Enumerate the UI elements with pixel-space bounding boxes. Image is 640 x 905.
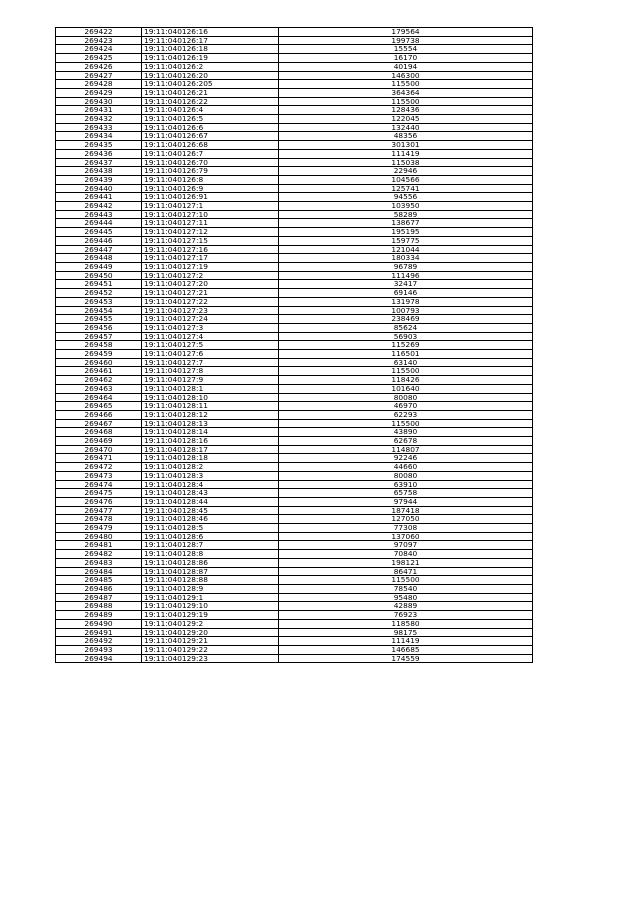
value-cell: 46970: [279, 402, 533, 411]
row-id-cell: 269481: [56, 541, 142, 550]
value-cell: 69146: [279, 289, 533, 298]
table-row: [56, 62, 533, 71]
row-id-cell: 269443: [56, 210, 142, 219]
value-cell: 114807: [279, 445, 533, 454]
table-row: [56, 36, 533, 45]
row-id-cell: 269470: [56, 445, 142, 454]
table-row: [56, 323, 533, 332]
row-id-cell: 269478: [56, 515, 142, 524]
row-id-cell: 269485: [56, 576, 142, 585]
value-cell: 128436: [279, 106, 533, 115]
row-id-cell: 269430: [56, 97, 142, 106]
row-id-cell: 269425: [56, 54, 142, 63]
table-row: [56, 271, 533, 280]
value-cell: 56903: [279, 332, 533, 341]
value-cell: 103950: [279, 202, 533, 211]
row-id-cell: 269471: [56, 454, 142, 463]
cadastral-number-cell: 19:11:040127:24: [142, 315, 279, 324]
value-cell: 22946: [279, 167, 533, 176]
row-id-cell: 269426: [56, 62, 142, 71]
value-cell: 63140: [279, 358, 533, 367]
cadastral-number-cell: 19:11:040126:5: [142, 115, 279, 124]
row-id-cell: 269455: [56, 315, 142, 324]
row-id-cell: 269437: [56, 158, 142, 167]
cadastral-number-cell: 19:11:040128:8: [142, 550, 279, 559]
row-id-cell: 269450: [56, 271, 142, 280]
table-row: [56, 576, 533, 585]
row-id-cell: 269424: [56, 45, 142, 54]
cadastral-number-cell: 19:11:040129:21: [142, 637, 279, 646]
row-id-cell: 269444: [56, 219, 142, 228]
row-id-cell: 269453: [56, 297, 142, 306]
table-row: [56, 193, 533, 202]
cadastral-number-cell: 19:11:040129:19: [142, 611, 279, 620]
row-id-cell: 269476: [56, 497, 142, 506]
value-cell: 92246: [279, 454, 533, 463]
cadastral-number-cell: 19:11:040127:16: [142, 245, 279, 254]
row-id-cell: 269431: [56, 106, 142, 115]
table-row: [56, 297, 533, 306]
cadastral-number-cell: 19:11:040128:7: [142, 541, 279, 550]
value-cell: 125741: [279, 184, 533, 193]
value-cell: 118426: [279, 376, 533, 385]
value-cell: 159775: [279, 236, 533, 245]
table-row: [56, 210, 533, 219]
value-cell: 301301: [279, 141, 533, 150]
table-row: [56, 141, 533, 150]
value-cell: 115500: [279, 576, 533, 585]
cadastral-number-cell: 19:11:040126:67: [142, 132, 279, 141]
cadastral-number-cell: 19:11:040126:7: [142, 149, 279, 158]
value-cell: 132440: [279, 123, 533, 132]
row-id-cell: 269446: [56, 236, 142, 245]
cadastral-number-cell: 19:11:040127:5: [142, 341, 279, 350]
table-row: [56, 506, 533, 515]
row-id-cell: 269427: [56, 71, 142, 80]
cadastral-number-cell: 19:11:040128:44: [142, 497, 279, 506]
table-row: [56, 489, 533, 498]
value-cell: 146685: [279, 645, 533, 654]
table-row: [56, 158, 533, 167]
value-cell: 43890: [279, 428, 533, 437]
table-row: [56, 132, 533, 141]
value-cell: 70840: [279, 550, 533, 559]
value-cell: 101640: [279, 384, 533, 393]
value-cell: 174559: [279, 654, 533, 663]
table-row: [56, 167, 533, 176]
row-id-cell: 269448: [56, 254, 142, 263]
value-cell: 94556: [279, 193, 533, 202]
cadastral-number-cell: 19:11:040126:4: [142, 106, 279, 115]
cadastral-number-cell: 19:11:040127:2: [142, 271, 279, 280]
table-row: [56, 219, 533, 228]
table-row: [56, 245, 533, 254]
value-cell: 77308: [279, 524, 533, 533]
value-cell: 97097: [279, 541, 533, 550]
value-cell: 95480: [279, 593, 533, 602]
cadastral-number-cell: 19:11:040129:2: [142, 619, 279, 628]
table-row: [56, 332, 533, 341]
cadastral-number-cell: 19:11:040126:9: [142, 184, 279, 193]
table-row: [56, 541, 533, 550]
value-cell: 199738: [279, 36, 533, 45]
value-cell: 137060: [279, 532, 533, 541]
row-id-cell: 269465: [56, 402, 142, 411]
row-id-cell: 269451: [56, 280, 142, 289]
value-cell: 122045: [279, 115, 533, 124]
value-cell: 44660: [279, 463, 533, 472]
row-id-cell: 269441: [56, 193, 142, 202]
table-row: [56, 358, 533, 367]
row-id-cell: 269491: [56, 628, 142, 637]
row-id-cell: 269487: [56, 593, 142, 602]
value-cell: 118580: [279, 619, 533, 628]
cadastral-number-cell: 19:11:040128:43: [142, 489, 279, 498]
value-cell: 86471: [279, 567, 533, 576]
value-cell: 85624: [279, 323, 533, 332]
table-row: [56, 393, 533, 402]
row-id-cell: 269462: [56, 376, 142, 385]
cadastral-number-cell: 19:11:040128:45: [142, 506, 279, 515]
table-row: [56, 558, 533, 567]
row-id-cell: 269474: [56, 480, 142, 489]
value-cell: 111419: [279, 149, 533, 158]
cadastral-number-cell: 19:11:040127:1: [142, 202, 279, 211]
row-id-cell: 269483: [56, 558, 142, 567]
row-id-cell: 269461: [56, 367, 142, 376]
table-row: [56, 54, 533, 63]
value-cell: 16170: [279, 54, 533, 63]
cadastral-number-cell: 19:11:040129:1: [142, 593, 279, 602]
table-row: [56, 175, 533, 184]
row-id-cell: 269477: [56, 506, 142, 515]
table-row: [56, 115, 533, 124]
cadastral-number-cell: 19:11:040128:10: [142, 393, 279, 402]
cadastral-number-cell: 19:11:040127:17: [142, 254, 279, 263]
value-cell: 97944: [279, 497, 533, 506]
row-id-cell: 269464: [56, 393, 142, 402]
row-id-cell: 269454: [56, 306, 142, 315]
value-cell: 116501: [279, 350, 533, 359]
table-row: [56, 463, 533, 472]
cadastral-number-cell: 19:11:040128:86: [142, 558, 279, 567]
value-cell: 96789: [279, 262, 533, 271]
cadastral-number-cell: 19:11:040127:7: [142, 358, 279, 367]
table-row: [56, 419, 533, 428]
row-id-cell: 269428: [56, 80, 142, 89]
value-cell: 58289: [279, 210, 533, 219]
table-row: [56, 550, 533, 559]
value-cell: 198121: [279, 558, 533, 567]
cadastral-number-cell: 19:11:040126:70: [142, 158, 279, 167]
table-row: [56, 254, 533, 263]
row-id-cell: 269459: [56, 350, 142, 359]
value-cell: 115500: [279, 367, 533, 376]
row-id-cell: 269463: [56, 384, 142, 393]
value-cell: 187418: [279, 506, 533, 515]
row-id-cell: 269436: [56, 149, 142, 158]
data-table: [55, 27, 533, 663]
table-row: [56, 80, 533, 89]
cadastral-number-cell: 19:11:040127:21: [142, 289, 279, 298]
table-row: [56, 524, 533, 533]
row-id-cell: 269467: [56, 419, 142, 428]
cadastral-number-cell: 19:11:040129:10: [142, 602, 279, 611]
table-row: [56, 532, 533, 541]
cadastral-number-cell: 19:11:040128:4: [142, 480, 279, 489]
row-id-cell: 269493: [56, 645, 142, 654]
table-row: [56, 567, 533, 576]
row-id-cell: 269442: [56, 202, 142, 211]
table-row: [56, 228, 533, 237]
row-id-cell: 269460: [56, 358, 142, 367]
table-row: [56, 280, 533, 289]
table-row: [56, 367, 533, 376]
table-row: [56, 593, 533, 602]
table-row: [56, 289, 533, 298]
table-row: [56, 306, 533, 315]
value-cell: 111419: [279, 637, 533, 646]
table-row: [56, 437, 533, 446]
cadastral-number-cell: 19:11:040127:22: [142, 297, 279, 306]
row-id-cell: 269423: [56, 36, 142, 45]
cadastral-number-cell: 19:11:040127:4: [142, 332, 279, 341]
cadastral-number-cell: 19:11:040127:20: [142, 280, 279, 289]
row-id-cell: 269486: [56, 585, 142, 594]
row-id-cell: 269458: [56, 341, 142, 350]
value-cell: 62678: [279, 437, 533, 446]
table-row: [56, 471, 533, 480]
table-row: [56, 445, 533, 454]
table-row: [56, 619, 533, 628]
value-cell: 48356: [279, 132, 533, 141]
cadastral-number-cell: 19:11:040128:13: [142, 419, 279, 428]
cadastral-number-cell: 19:11:040128:87: [142, 567, 279, 576]
value-cell: 121044: [279, 245, 533, 254]
table-row: [56, 88, 533, 97]
row-id-cell: 269445: [56, 228, 142, 237]
value-cell: 115269: [279, 341, 533, 350]
table-row: [56, 202, 533, 211]
cadastral-number-cell: 19:11:040127:11: [142, 219, 279, 228]
table-row: [56, 454, 533, 463]
cadastral-number-cell: 19:11:040127:19: [142, 262, 279, 271]
cadastral-number-cell: 19:11:040127:3: [142, 323, 279, 332]
cadastral-number-cell: 19:11:040128:46: [142, 515, 279, 524]
row-id-cell: 269492: [56, 637, 142, 646]
table-row: [56, 45, 533, 54]
row-id-cell: 269490: [56, 619, 142, 628]
value-cell: 63910: [279, 480, 533, 489]
cadastral-number-cell: 19:11:040127:9: [142, 376, 279, 385]
row-id-cell: 269434: [56, 132, 142, 141]
cadastral-number-cell: 19:11:040126:22: [142, 97, 279, 106]
cadastral-number-cell: 19:11:040126:79: [142, 167, 279, 176]
table-row: [56, 184, 533, 193]
value-cell: 238469: [279, 315, 533, 324]
value-cell: 115500: [279, 419, 533, 428]
cadastral-number-cell: 19:11:040129:23: [142, 654, 279, 663]
row-id-cell: 269480: [56, 532, 142, 541]
value-cell: 138677: [279, 219, 533, 228]
value-cell: 115500: [279, 97, 533, 106]
row-id-cell: 269494: [56, 654, 142, 663]
cadastral-number-cell: 19:11:040129:22: [142, 645, 279, 654]
row-id-cell: 269457: [56, 332, 142, 341]
cadastral-number-cell: 19:11:040126:205: [142, 80, 279, 89]
value-cell: 180334: [279, 254, 533, 263]
table-row: [56, 262, 533, 271]
table-row: [56, 497, 533, 506]
row-id-cell: 269484: [56, 567, 142, 576]
row-id-cell: 269488: [56, 602, 142, 611]
cadastral-number-cell: 19:11:040126:20: [142, 71, 279, 80]
value-cell: 100793: [279, 306, 533, 315]
value-cell: 364364: [279, 88, 533, 97]
table-row: [56, 410, 533, 419]
table-row: [56, 402, 533, 411]
row-id-cell: 269469: [56, 437, 142, 446]
row-id-cell: 269440: [56, 184, 142, 193]
value-cell: 131978: [279, 297, 533, 306]
row-id-cell: 269475: [56, 489, 142, 498]
value-cell: 80080: [279, 393, 533, 402]
value-cell: 98175: [279, 628, 533, 637]
table-row: [56, 71, 533, 80]
row-id-cell: 269456: [56, 323, 142, 332]
cadastral-number-cell: 19:11:040128:18: [142, 454, 279, 463]
table-row: [56, 515, 533, 524]
value-cell: 78540: [279, 585, 533, 594]
row-id-cell: 269438: [56, 167, 142, 176]
value-cell: 111496: [279, 271, 533, 280]
cadastral-number-cell: 19:11:040128:3: [142, 471, 279, 480]
cadastral-number-cell: 19:11:040127:6: [142, 350, 279, 359]
cadastral-number-cell: 19:11:040126:6: [142, 123, 279, 132]
value-cell: 62293: [279, 410, 533, 419]
value-cell: 146300: [279, 71, 533, 80]
value-cell: 127050: [279, 515, 533, 524]
row-id-cell: 269468: [56, 428, 142, 437]
table-row: [56, 428, 533, 437]
row-id-cell: 269473: [56, 471, 142, 480]
row-id-cell: 269452: [56, 289, 142, 298]
row-id-cell: 269429: [56, 88, 142, 97]
row-id-cell: 269489: [56, 611, 142, 620]
table-row: [56, 97, 533, 106]
cadastral-number-cell: 19:11:040128:1: [142, 384, 279, 393]
table-row: [56, 106, 533, 115]
cadastral-number-cell: 19:11:040127:23: [142, 306, 279, 315]
table-row: [56, 611, 533, 620]
table-row: [56, 637, 533, 646]
cadastral-number-cell: 19:11:040127:8: [142, 367, 279, 376]
row-id-cell: 269449: [56, 262, 142, 271]
row-id-cell: 269482: [56, 550, 142, 559]
table-row: [56, 149, 533, 158]
row-id-cell: 269432: [56, 115, 142, 124]
table-body: [56, 28, 533, 663]
cadastral-number-cell: 19:11:040126:68: [142, 141, 279, 150]
value-cell: 115500: [279, 80, 533, 89]
value-cell: 65758: [279, 489, 533, 498]
value-cell: 32417: [279, 280, 533, 289]
table-row: [56, 28, 533, 37]
table-row: [56, 480, 533, 489]
cadastral-number-cell: 19:11:040126:16: [142, 28, 279, 37]
cadastral-number-cell: 19:11:040127:15: [142, 236, 279, 245]
row-id-cell: 269433: [56, 123, 142, 132]
value-cell: 42889: [279, 602, 533, 611]
cadastral-number-cell: 19:11:040128:14: [142, 428, 279, 437]
table-row: [56, 654, 533, 663]
row-id-cell: 269435: [56, 141, 142, 150]
row-id-cell: 269447: [56, 245, 142, 254]
cadastral-number-cell: 19:11:040128:2: [142, 463, 279, 472]
row-id-cell: 269466: [56, 410, 142, 419]
table-row: [56, 376, 533, 385]
table-row: [56, 315, 533, 324]
cadastral-number-cell: 19:11:040128:12: [142, 410, 279, 419]
cadastral-number-cell: 19:11:040126:2: [142, 62, 279, 71]
table-row: [56, 585, 533, 594]
row-id-cell: 269472: [56, 463, 142, 472]
value-cell: 179564: [279, 28, 533, 37]
cadastral-number-cell: 19:11:040126:8: [142, 175, 279, 184]
table-row: [56, 350, 533, 359]
cadastral-number-cell: 19:11:040127:12: [142, 228, 279, 237]
cadastral-number-cell: 19:11:040128:88: [142, 576, 279, 585]
cadastral-number-cell: 19:11:040126:21: [142, 88, 279, 97]
value-cell: 80080: [279, 471, 533, 480]
cadastral-number-cell: 19:11:040129:20: [142, 628, 279, 637]
cadastral-number-cell: 19:11:040128:9: [142, 585, 279, 594]
table-row: [56, 384, 533, 393]
table-row: [56, 341, 533, 350]
cadastral-number-cell: 19:11:040128:5: [142, 524, 279, 533]
value-cell: 40194: [279, 62, 533, 71]
cadastral-number-cell: 19:11:040128:16: [142, 437, 279, 446]
table-row: [56, 602, 533, 611]
table-row: [56, 123, 533, 132]
cadastral-number-cell: 19:11:040126:19: [142, 54, 279, 63]
table-row: [56, 628, 533, 637]
cadastral-number-cell: 19:11:040128:17: [142, 445, 279, 454]
cadastral-number-cell: 19:11:040128:6: [142, 532, 279, 541]
cadastral-number-cell: 19:11:040128:11: [142, 402, 279, 411]
cadastral-number-cell: 19:11:040126:91: [142, 193, 279, 202]
table-row: [56, 645, 533, 654]
value-cell: 76923: [279, 611, 533, 620]
value-cell: 15554: [279, 45, 533, 54]
value-cell: 195195: [279, 228, 533, 237]
row-id-cell: 269479: [56, 524, 142, 533]
value-cell: 104566: [279, 175, 533, 184]
cadastral-number-cell: 19:11:040126:17: [142, 36, 279, 45]
cadastral-number-cell: 19:11:040126:18: [142, 45, 279, 54]
row-id-cell: 269439: [56, 175, 142, 184]
table-row: [56, 236, 533, 245]
value-cell: 115038: [279, 158, 533, 167]
cadastral-number-cell: 19:11:040127:10: [142, 210, 279, 219]
row-id-cell: 269422: [56, 28, 142, 37]
